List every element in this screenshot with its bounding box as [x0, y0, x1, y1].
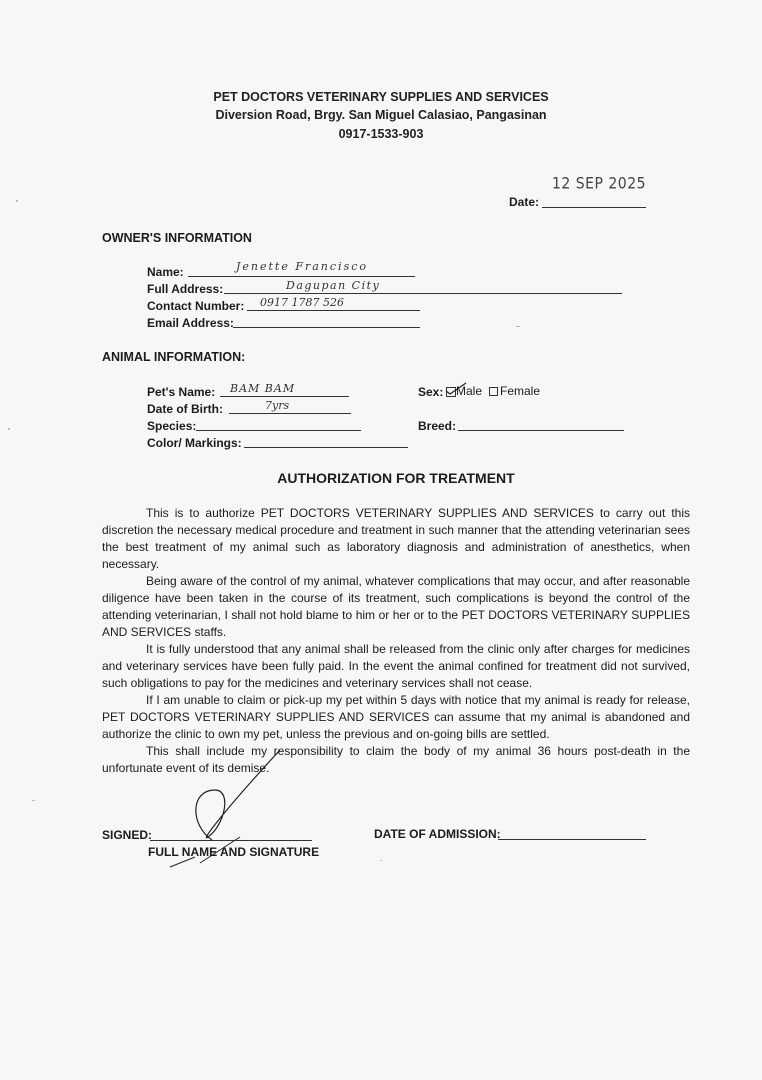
signed-line	[150, 840, 312, 841]
clinic-name: PET DOCTORS VETERINARY SUPPLIES AND SERVICES	[213, 90, 549, 104]
authorization-body	[102, 505, 690, 777]
dob-value: 7yrs	[265, 399, 290, 412]
pet-name-value: BAM BAM	[230, 382, 296, 395]
owner-contact-label: Contact Number:	[147, 299, 245, 313]
animal-heading: ANIMAL INFORMATION:	[102, 350, 246, 364]
color-line	[244, 447, 408, 448]
owner-address-value: Dagupan City	[286, 279, 381, 292]
owner-contact-line	[247, 310, 420, 311]
dob-line	[229, 413, 351, 414]
female-label: Female	[500, 384, 541, 398]
female-checkbox[interactable]	[489, 387, 498, 396]
pet-name-label: Pet's Name:	[147, 385, 216, 399]
scan-speck	[380, 860, 382, 861]
owner-name-label: Name:	[147, 265, 184, 279]
owner-name-line	[188, 276, 415, 277]
owner-address-line	[224, 293, 622, 294]
admission-line	[498, 839, 646, 840]
owner-name-value: Jenette Francisco	[236, 260, 369, 273]
date-line	[542, 207, 646, 208]
date-stamp: 12 SEP 2025	[552, 174, 647, 194]
male-label: Male	[456, 384, 483, 398]
breed-line	[458, 430, 624, 431]
authorization-title: AUTHORIZATION FOR TREATMENT	[277, 470, 515, 486]
male-checkbox[interactable]	[446, 387, 456, 397]
species-line	[196, 430, 361, 431]
pet-name-line	[220, 396, 349, 397]
color-label: Color/ Markings:	[147, 436, 242, 450]
authorization-paragraph-5: This shall include my responsibility to claim the body of my animal 36 hours post-death in the unfortunate event of its demise.	[102, 744, 690, 775]
species-label: Species:	[147, 419, 197, 433]
authorization-paragraph-1: This is to authorize PET DOCTORS VETERINARY SUPPLIES AND SERVICES to carry out this discretion the necessary medical procedure and treatment in such manner that the attending veterinarian sees the best treatment of my animal such as laboratory diagnosis and administration of anesthetics, when necessary.	[102, 506, 690, 571]
dob-label: Date of Birth:	[147, 402, 223, 416]
owner-email-label: Email Address:	[147, 316, 234, 330]
owner-email-line	[233, 327, 420, 328]
admission-label: DATE OF ADMISSION:	[374, 827, 501, 841]
clinic-phone: 0917-1533-903	[338, 127, 424, 141]
scan-speck	[32, 800, 35, 801]
clinic-address: Diversion Road, Brgy. San Miguel Calasiao, Pangasinan	[215, 108, 547, 122]
authorization-paragraph-2: Being aware of the control of my animal, whatever complications that may occur, and after reasonable diligence have been taken in the course of its treatment, such complications is beyond the control of the attending veterinarian, I shall not hold blame to him or her or to the PET DOCTORS VETERINARY SUPPLIES AND SERVICES staffs.	[102, 574, 690, 639]
authorization-paragraph-3: It is fully understood that any animal shall be released from the clinic only after charges for medicines and veterinary services have been fully paid. In the event the animal confined for treatment did not survived, such obligations to pay for the medicines and veterinary services shall not cease.	[102, 642, 690, 690]
authorization-paragraph-4: If I am unable to claim or pick-up my pet within 5 days with notice that my animal is ready for release, PET DOCTORS VETERINARY SUPPLIES AND SERVICES can assume that my animal is abandoned and authorize the clinic to own my pet, unless the previous and on-going bills are settled.	[102, 693, 690, 741]
sex-label: Sex:	[418, 385, 444, 399]
signature-caption: FULL NAME AND SIGNATURE	[148, 845, 320, 859]
signed-label: SIGNED:	[102, 828, 153, 842]
owner-address-label: Full Address:	[147, 282, 224, 296]
scan-speck	[8, 428, 10, 430]
scan-speck	[516, 326, 520, 327]
scan-speck	[16, 200, 18, 202]
owner-contact-value: 0917 1787 526	[260, 296, 344, 309]
breed-label: Breed:	[418, 419, 457, 433]
owner-heading: OWNER'S INFORMATION	[102, 231, 252, 245]
date-label: Date:	[509, 195, 540, 209]
